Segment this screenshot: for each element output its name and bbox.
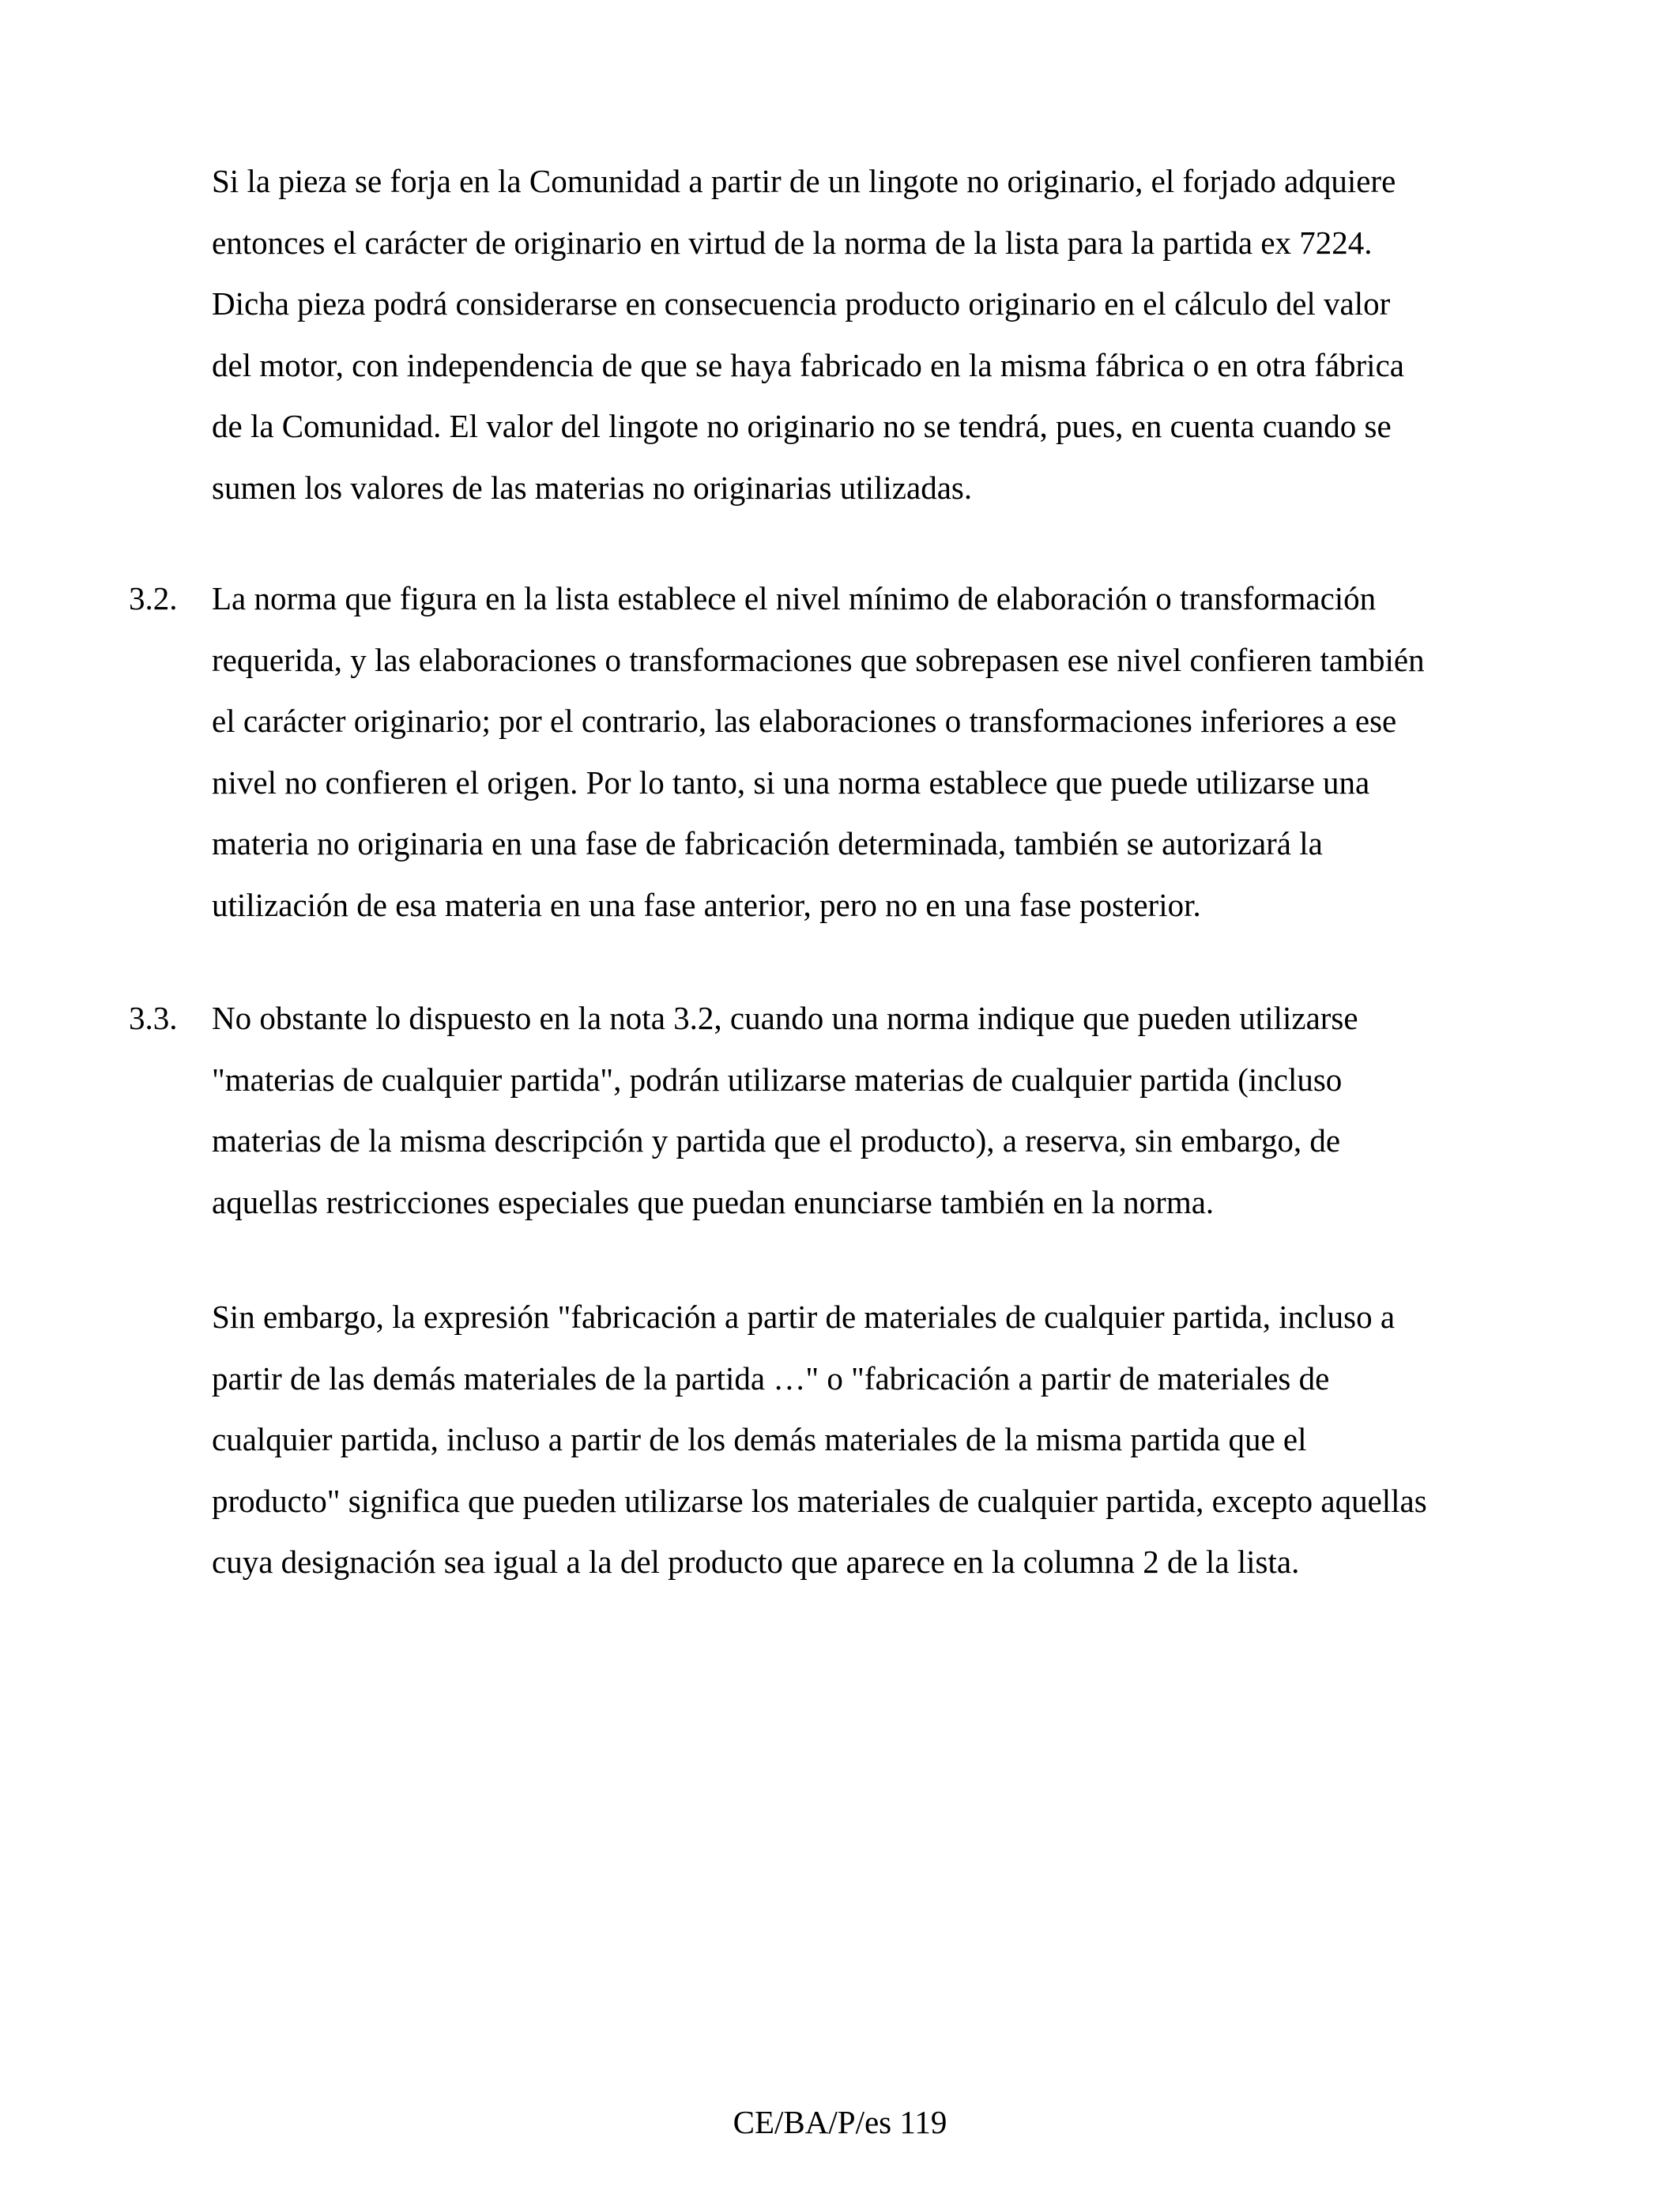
text-line: entonces el carácter de originario en virtud de la norma de la lista para la partida ex 7224. (212, 224, 1373, 261)
intro-paragraph (212, 151, 1555, 518)
text-line: Si la pieza se forja en la Comunidad a partir de un lingote no originario, el forjado adquiere (212, 163, 1396, 199)
note-3-3-second-paragraph (212, 1287, 1555, 1593)
text-line: del motor, con independencia de que se haya fabricado en la misma fábrica o en otra fábrica (212, 346, 1404, 383)
text-line: producto" significa que pueden utilizarse los materiales de cualquier partida, excepto aquellas (212, 1482, 1427, 1519)
text-line: requerida, y las elaboraciones o transformaciones que sobrepasen ese nivel confieren también (212, 641, 1425, 678)
text-line: partir de las demás materiales de la partida …" o "fabricación a partir de materiales de (212, 1359, 1330, 1397)
text-line: cualquier partida, incluso a partir de los demás materiales de la misma partida que el (212, 1421, 1307, 1457)
note-3-2-paragraph (212, 568, 1555, 936)
text-line: materia no originaria en una fase de fabricación determinada, también se autorizará la (212, 825, 1323, 861)
page-footer-reference: CE/BA/P/es 119 (733, 2104, 947, 2140)
text-line: "materias de cualquier partida", podrán utilizarse materias de cualquier partida (incluso (212, 1061, 1343, 1098)
text-line: el carácter originario; por el contrario, las elaboraciones o transformaciones inferiores a ese (212, 703, 1397, 739)
text-line: aquellas restricciones especiales que puedan enunciarse también en la norma. (212, 1183, 1215, 1220)
text-line: sumen los valores de las materias no originarias utilizadas. (212, 469, 973, 506)
note-3-3-paragraph (212, 988, 1555, 1233)
text-line: nivel no confieren el origen. Por lo tanto, si una norma establece que puede utilizarse una (212, 763, 1370, 801)
text-line: La norma que figura en la lista establece el nivel mínimo de elaboración o transformación (212, 580, 1377, 616)
note-3-3-number: 3.3. (129, 1000, 178, 1036)
text-line: de la Comunidad. El valor del lingote no originario no se tendrá, pues, en cuenta cuando se (212, 408, 1392, 444)
text-line: Dicha pieza podrá considerarse en consecuencia producto originario en el cálculo del valor (212, 285, 1391, 322)
text-line: utilización de esa materia en una fase anterior, pero no en una fase posterior. (212, 886, 1201, 923)
text-line: materias de la misma descripción y partida que el producto), a reserva, sin embargo, de (212, 1122, 1341, 1159)
text-line: cuya designación sea igual a la del producto que aparece en la columna 2 de la lista. (212, 1544, 1300, 1580)
text-line: No obstante lo dispuesto en la nota 3.2, cuando una norma indique que pueden utilizarse (212, 1000, 1358, 1036)
note-3-2-number: 3.2. (129, 580, 178, 616)
text-line: Sin embargo, la expresión "fabricación a partir de materiales de cualquier partida, incluso a (212, 1299, 1396, 1335)
